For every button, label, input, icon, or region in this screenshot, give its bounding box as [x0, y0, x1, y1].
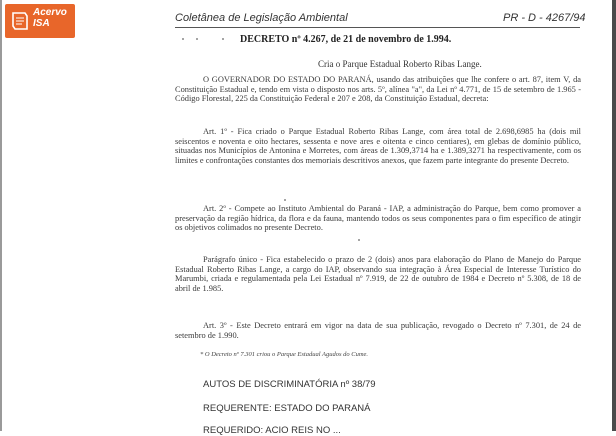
sole-paragraph: Parágrafo único - Fica estabelecido o prazo de 2 (dois) anos para elaboração do Plano de Manejo do Parque Estadual Roberto Ribas Lange, a cargo do IAP, observando sua integração à Área Especial de Interesse Turístico do Marumbi, criada e regulamentada pela Lei Estadual nº 7.919, de 22 de outubro de 1984 e Decreto nº 5.308, de 18 de abril de 1.985.	[175, 255, 581, 294]
logo-label: Acervo ISA	[33, 7, 67, 29]
document-reference: PR - D - 4267/94	[503, 12, 586, 24]
requerente-line: REQUERENTE: ESTADO DO PARANÁ	[203, 403, 371, 414]
autos-heading: AUTOS DE DISCRIMINATÓRIA nº 38/79	[203, 379, 376, 390]
truncated-line: REQUERIDO: ACIO REIS NO ...	[203, 425, 341, 436]
decree-title: DECRETO nº 4.267, de 21 de novembro de 1.994.	[240, 34, 452, 45]
footnote: * O Decreto nº 7.301 criou o Parque Estadual Agudos do Cume.	[200, 351, 369, 358]
article-3-paragraph: Art. 3º - Este Decreto entrará em vigor na data de sua publicação, revogado o Decreto nº 7.301, de 24 de setembro de 1.990.	[175, 321, 581, 340]
page-frame-left	[0, 0, 2, 431]
collection-title: Coletânea de Legislação Ambiental	[175, 12, 348, 24]
decree-summary: Cria o Parque Estadual Roberto Ribas Lange.	[318, 59, 482, 69]
scan-speck	[222, 38, 224, 40]
scan-speck	[182, 38, 184, 40]
scan-speck	[284, 199, 286, 201]
scan-speck	[358, 239, 360, 241]
acervo-isa-logo	[5, 4, 75, 38]
preamble-paragraph: O GOVERNADOR DO ESTADO DO PARANÁ, usando das atribuições que lhe confere o art. 87, item V, da Constituição Estadual e, tendo em vista o disposto nos arts. 5º, alínea "a", da Lei nº 4.771, de 15 de setembro de 1.965 - Código Florestal, 225 da Constituição Federal e 207 e 208, da Constituição Estadual, decreta:	[175, 75, 581, 104]
article-1-paragraph: Art. 1º - Fica criado o Parque Estadual Roberto Ribas Lange, com área total de 2.698,6985 ha (dois mil seiscentos e noventa e oito hectares, sessenta e nove ares e oitenta e cinco centiares), em glebas de domínio público, situadas nos Municípios de Antonina e Morretes, com áreas de 1.309,3714 ha e 1.389,3271 ha respectivamente, com os limites e confrontações constantes dos memoriais descritivos anexos, que fazem parte integrante do presente Decreto.	[175, 127, 581, 166]
scan-speck	[196, 38, 198, 40]
page-frame-right	[612, 0, 616, 431]
scroll-icon	[10, 10, 30, 32]
header-divider	[175, 27, 580, 28]
article-2-paragraph: Art. 2º - Compete ao Instituto Ambiental do Paraná - IAP, a administração do Parque, bem como promover a preservação da região hídrica, da flora e da fauna, mantendo todos os seus componentes para o fim específico de atingir os objetivos colimados no presente Decreto.	[175, 204, 581, 233]
